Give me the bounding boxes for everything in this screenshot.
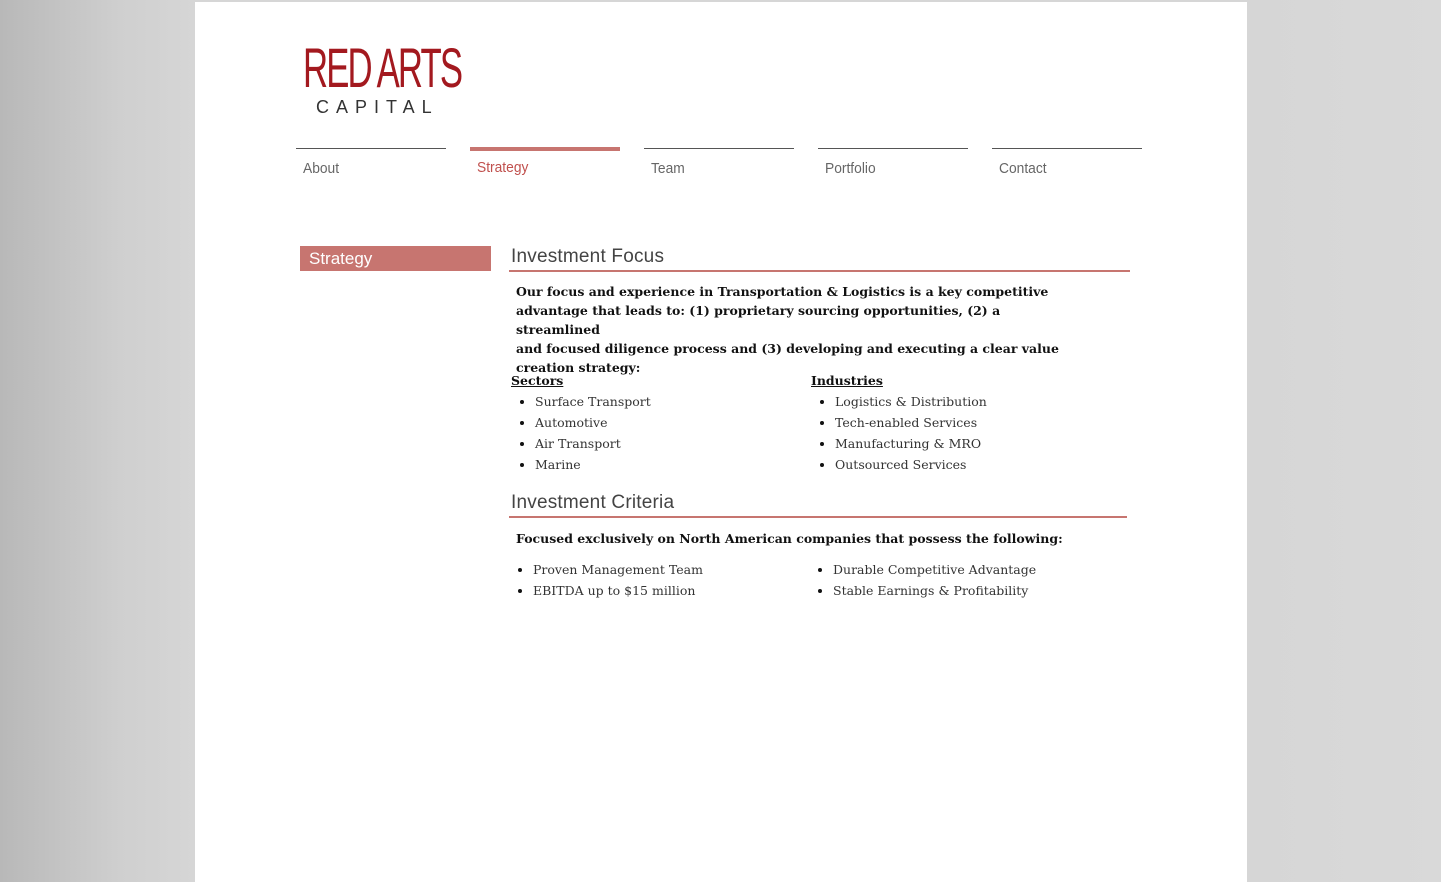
list-item: Automotive	[511, 412, 651, 433]
industries-heading: Industries	[811, 373, 883, 388]
nav-item-portfolio[interactable]	[818, 148, 968, 185]
list-item: Surface Transport	[511, 391, 651, 412]
nav-label: Strategy	[477, 159, 529, 176]
investment-criteria-heading: Investment Criteria	[511, 492, 675, 513]
industries-list	[811, 391, 987, 475]
intro-line: and focused diligence process and (3) developing and executing a clear value	[516, 341, 1059, 356]
sidebar-section-title: Strategy	[300, 246, 491, 271]
section-divider	[509, 270, 1130, 272]
logo-wordmark: RED ARTS	[303, 36, 462, 99]
list-item: Tech-enabled Services	[811, 412, 987, 433]
list-item: Outsourced Services	[811, 454, 987, 475]
criteria-list-right	[809, 559, 1036, 601]
investment-focus-intro	[516, 282, 1076, 377]
intro-line: advantage that leads to: (1) proprietary sourcing opportunities, (2) a streamlined	[516, 303, 1001, 337]
list-item: Marine	[511, 454, 651, 475]
list-item: Logistics & Distribution	[811, 391, 987, 412]
list-item: Durable Competitive Advantage	[809, 559, 1036, 580]
list-item: Stable Earnings & Profitability	[809, 580, 1036, 601]
page-container	[195, 2, 1247, 882]
intro-line: creation strategy:	[516, 360, 641, 375]
nav-label: Portfolio	[825, 160, 876, 177]
nav-item-contact[interactable]	[992, 148, 1142, 185]
investment-focus-heading: Investment Focus	[511, 246, 665, 267]
intro-line: Our focus and experience in Transportation & Logistics is a key competitive	[516, 284, 1049, 299]
main-nav	[296, 148, 1146, 188]
logo-subtitle: CAPITAL	[316, 97, 439, 117]
nav-label: Team	[651, 160, 685, 177]
list-item: Proven Management Team	[509, 559, 703, 580]
list-item: EBITDA up to $15 million	[509, 580, 703, 601]
logo[interactable]	[303, 36, 462, 120]
nav-item-team[interactable]	[644, 148, 794, 185]
sectors-heading: Sectors	[511, 373, 564, 388]
nav-item-strategy[interactable]	[470, 147, 620, 187]
criteria-list-left	[509, 559, 703, 601]
sectors-list	[511, 391, 651, 475]
investment-criteria-intro: Focused exclusively on North American companies that possess the following:	[516, 531, 1063, 546]
nav-item-about[interactable]	[296, 148, 446, 185]
list-item: Air Transport	[511, 433, 651, 454]
section-divider	[509, 516, 1127, 518]
nav-label: About	[303, 160, 340, 177]
nav-label: Contact	[999, 160, 1047, 177]
list-item: Manufacturing & MRO	[811, 433, 987, 454]
